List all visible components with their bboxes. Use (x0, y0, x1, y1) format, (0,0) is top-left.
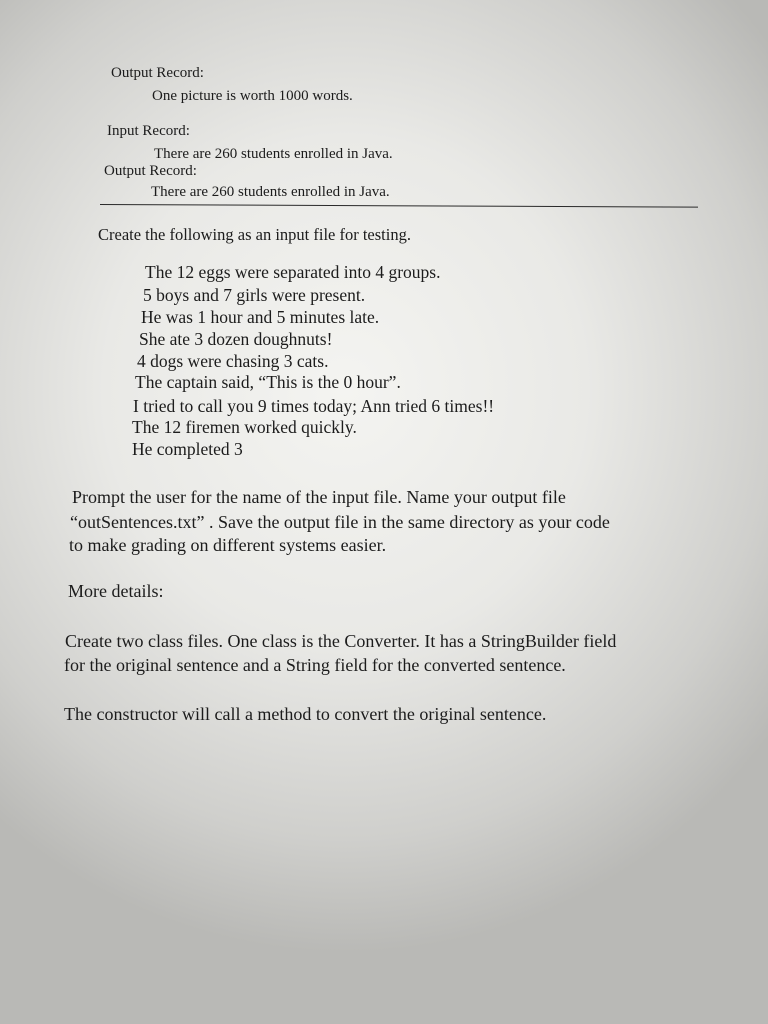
prompt-paragraph-line: Prompt the user for the name of the input file. Name your output file (72, 487, 566, 507)
prompt-paragraph-line: “outSentences.txt” . Save the output file in the same directory as your code (70, 512, 610, 532)
constructor-paragraph: The constructor will call a method to convert the original sentence. (64, 704, 547, 724)
test-sentence: He completed 3 (132, 439, 243, 459)
output-record-text-1: One picture is worth 1000 words. (152, 88, 353, 104)
test-sentence: The captain said, “This is the 0 hour”. (135, 372, 401, 392)
input-record-label: Input Record: (107, 123, 190, 139)
test-file-instruction: Create the following as an input file for testing. (98, 225, 411, 244)
output-record-label-1: Output Record: (111, 65, 204, 81)
class-paragraph-line: Create two class files. One class is the Converter. It has a StringBuilder field (65, 631, 617, 651)
test-sentence: The 12 firemen worked quickly. (132, 417, 357, 437)
prompt-paragraph-line: to make grading on different systems easier. (69, 535, 387, 555)
input-record-text: There are 260 students enrolled in Java. (154, 146, 393, 162)
test-sentence: She ate 3 dozen doughnuts! (139, 329, 333, 349)
test-sentence: 5 boys and 7 girls were present. (143, 285, 366, 305)
class-paragraph-line: for the original sentence and a String field for the converted sentence. (64, 655, 566, 675)
test-sentence: 4 dogs were chasing 3 cats. (137, 351, 329, 371)
more-details-heading: More details: (68, 581, 164, 601)
test-sentence: He was 1 hour and 5 minutes late. (141, 307, 380, 327)
test-sentence: I tried to call you 9 times today; Ann tried 6 times!! (133, 396, 495, 416)
output-record-text-2: There are 260 students enrolled in Java. (151, 184, 390, 200)
divider-line (100, 204, 698, 208)
test-sentence: The 12 eggs were separated into 4 groups. (145, 262, 441, 282)
output-record-label-2: Output Record: (104, 163, 197, 179)
